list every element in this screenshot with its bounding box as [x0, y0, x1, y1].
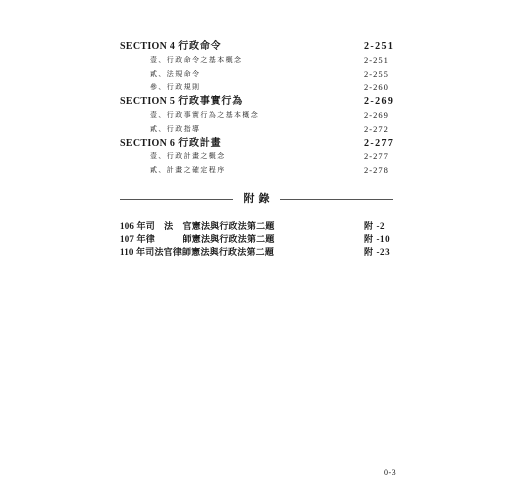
toc-section-title: 行政命令	[178, 41, 222, 52]
toc-entry-title: 貳、計畫之確定程序	[150, 166, 226, 175]
toc-entry	[120, 54, 393, 68]
toc-entry-title: 參、行政規則	[150, 83, 201, 92]
toc-section-heading	[120, 137, 393, 151]
appendix-divider	[120, 192, 393, 206]
toc-entry-title: 壹、行政命令之基本概念	[150, 55, 243, 64]
toc-entry	[120, 68, 393, 82]
appendix-list	[120, 220, 393, 259]
table-of-contents	[120, 40, 393, 178]
appendix-entry-page: 附 -10	[364, 233, 391, 244]
appendix-heading: 附錄	[243, 193, 274, 205]
toc-entry-page: 2-260	[364, 82, 389, 93]
toc-entry	[120, 109, 393, 123]
appendix-entry	[120, 246, 393, 259]
toc-section-title: 行政計畫	[178, 137, 222, 149]
toc-page-number: 2-269	[364, 96, 395, 108]
toc-section-heading	[120, 95, 393, 109]
appendix-entry-title: 106 年司 法 官憲法與行政法第二題	[120, 220, 275, 231]
toc-entry-title: 貳、法規命令	[150, 69, 201, 78]
toc-entry	[120, 81, 393, 95]
toc-entry-title: 壹、行政計畫之概念	[150, 152, 226, 161]
toc-entry-page: 2-278	[364, 165, 389, 176]
toc-section-heading	[120, 40, 393, 54]
toc-entry-title: 貳、行政指導	[150, 124, 201, 133]
toc-section-label: SECTION 4	[120, 41, 176, 52]
toc-entry	[120, 123, 393, 137]
toc-entry-title: 壹、行政事實行為之基本概念	[150, 110, 260, 119]
toc-page-number: 2-277	[364, 137, 395, 149]
toc-entry-page: 2-277	[364, 151, 389, 162]
toc-entry-page: 2-255	[364, 68, 389, 79]
toc-entry-page: 2-251	[364, 54, 389, 65]
page-number: 0-3	[384, 468, 397, 477]
toc-page-number: 2-251	[364, 41, 395, 52]
divider-rule-left	[120, 199, 233, 200]
toc-entry-page: 2-272	[364, 123, 389, 134]
toc-entry	[120, 150, 393, 164]
appendix-entry-page: 附 -23	[364, 246, 391, 257]
appendix-entry	[120, 220, 393, 233]
toc-entry-page: 2-269	[364, 109, 389, 120]
toc-section-label: SECTION 5	[120, 96, 176, 108]
appendix-entry-title: 110 年司法官律師憲法與行政法第二題	[120, 246, 275, 257]
appendix-entry-title: 107 年律 師憲法與行政法第二題	[120, 233, 275, 244]
appendix-entry	[120, 233, 393, 246]
divider-rule-right	[280, 199, 393, 200]
appendix-entry-page: 附 -2	[364, 220, 386, 231]
toc-entry	[120, 164, 393, 178]
toc-section-title: 行政事實行為	[178, 96, 244, 108]
toc-section-label: SECTION 6	[120, 137, 176, 149]
